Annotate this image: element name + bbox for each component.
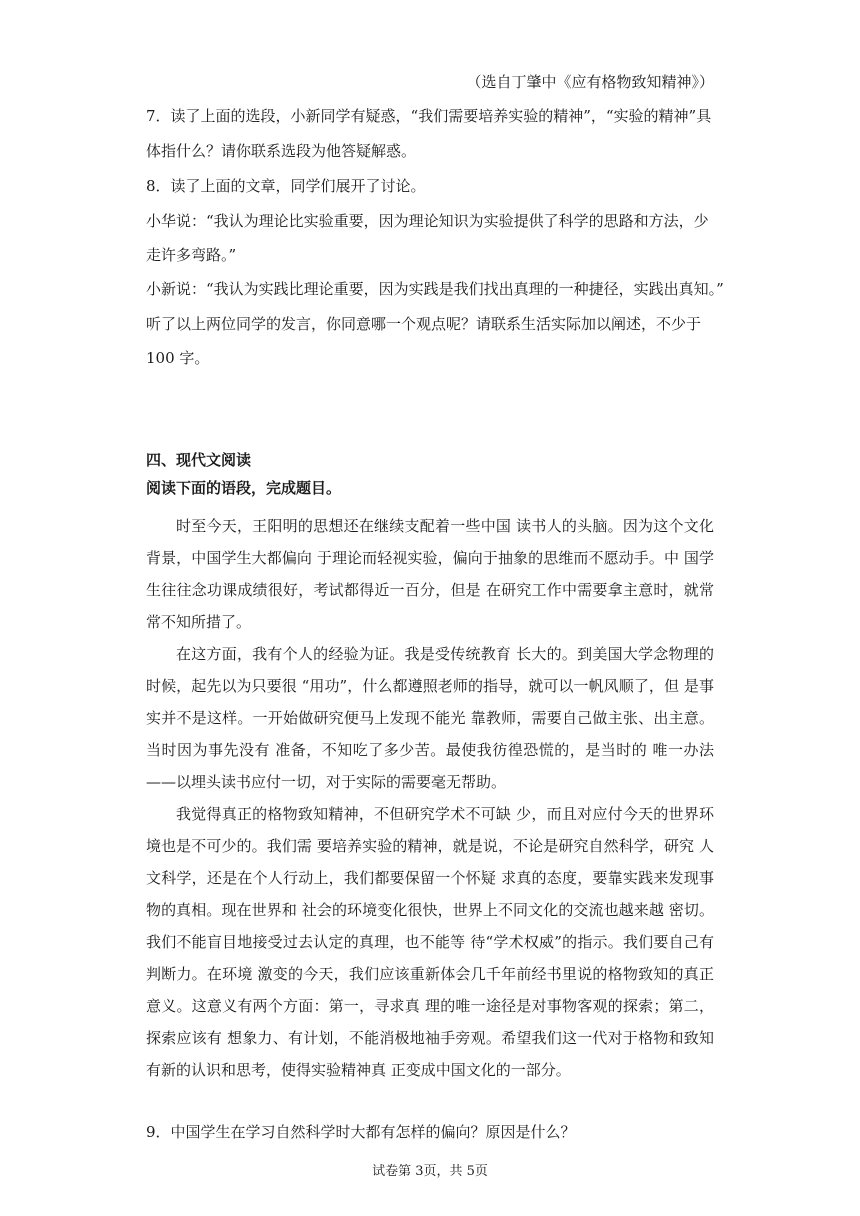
question-8-prompt-line-2: 100 字。: [146, 349, 210, 367]
question-8-prompt-line-1: 听了以上两位同学的发言，你同意哪一个观点呢？请联系生活实际加以阐述，不少于: [146, 315, 702, 333]
section-title: 四、现代文阅读: [146, 451, 252, 469]
page-footer: 试卷第 3页，共 5页: [372, 1164, 488, 1179]
question-7-line-1: 7．读了上面的选段，小新同学有疑惑，“我们需要培养实验的精神”，“实验的精神”具: [146, 107, 712, 125]
xiaoxin-statement: 小新说：“我认为实践比理论重要，因为实践是我们找出真理的一种捷径，实践出真知。”: [146, 280, 724, 298]
xiaohua-statement-line-1: 小华说：“我认为理论比实验重要，因为理论知识为实验提供了科学的思路和方法，少: [146, 212, 709, 230]
reading-passage: [146, 510, 714, 1086]
section-instruction: 阅读下面的语段，完成题目。: [146, 479, 342, 497]
question-9: 9．中国学生在学习自然科学时大都有怎样的偏向？原因是什么？: [146, 1123, 576, 1141]
passage-paragraph-1: 时至今天，王阳明的思想还在继续支配着一些中国 读书人的头脑。因为这个文化背景，中国学生大都偏向 于理论而轻视实验，偏向于抽象的思维而不愿动手。中 国学生往往念功课成绩很好，考试都得近一百分，但是 在研究工作中需要拿主意时，就常常不知所措了。: [146, 517, 714, 631]
xiaohua-statement-line-2: 走许多弯路。”: [146, 246, 237, 264]
question-8: 8．读了上面的文章，同学们展开了讨论。: [146, 177, 426, 195]
passage-paragraph-3: 我觉得真正的格物致知精神，不但研究学术不可缺 少，而且对应付今天的世界环境也是不可少的。我们需 要培养实验的精神，就是说，不论是研究自然科学，研究 人文科学，还是在个人行动上，我们都要保留一个怀疑 求真的态度，要靠实践来发现事物的真相。现在世界和 社会的环境变化很快，世界上不同文化的交流也越来越 密切。我们不能盲目地接受过去认定的真理，也不能等 待“学术权威”的指示。我们要自己有判断力。在环境 激变的今天，我们应该重新体会几千年前经书里说的格物致知的真正意义。这意义有两个方面：第一，寻求真 理的唯一途径是对事物客观的探索；第二，探索应该有 想象力、有计划，不能消极地袖手旁观。希望我们这一代对于格物和致知有新的认识和思考，使得实验精神真 正变成中国文化的一部分。: [146, 805, 714, 1079]
question-7-line-2: 体指什么？请你联系选段为他答疑解惑。: [146, 142, 417, 160]
passage-paragraph-2: 在这方面，我有个人的经验为证。我是受传统教育 长大的。到美国大学念物理的时候，起先以为只要很 “用功”，什么都遵照老师的指导，就可以一帆风顺了，但 是事实并不是这样。一开始做研究便马上发现不能光 靠教师，需要自己做主张、出主意。当时因为事先没有 准备，不知吃了多少苦。最使我彷徨恐慌的，是当时的 唯一办法——以埋头读书应付一切，对于实际的需要毫无帮助。: [146, 645, 714, 791]
source-citation: （选自丁肇中《应有格物致知精神》）: [466, 73, 714, 91]
